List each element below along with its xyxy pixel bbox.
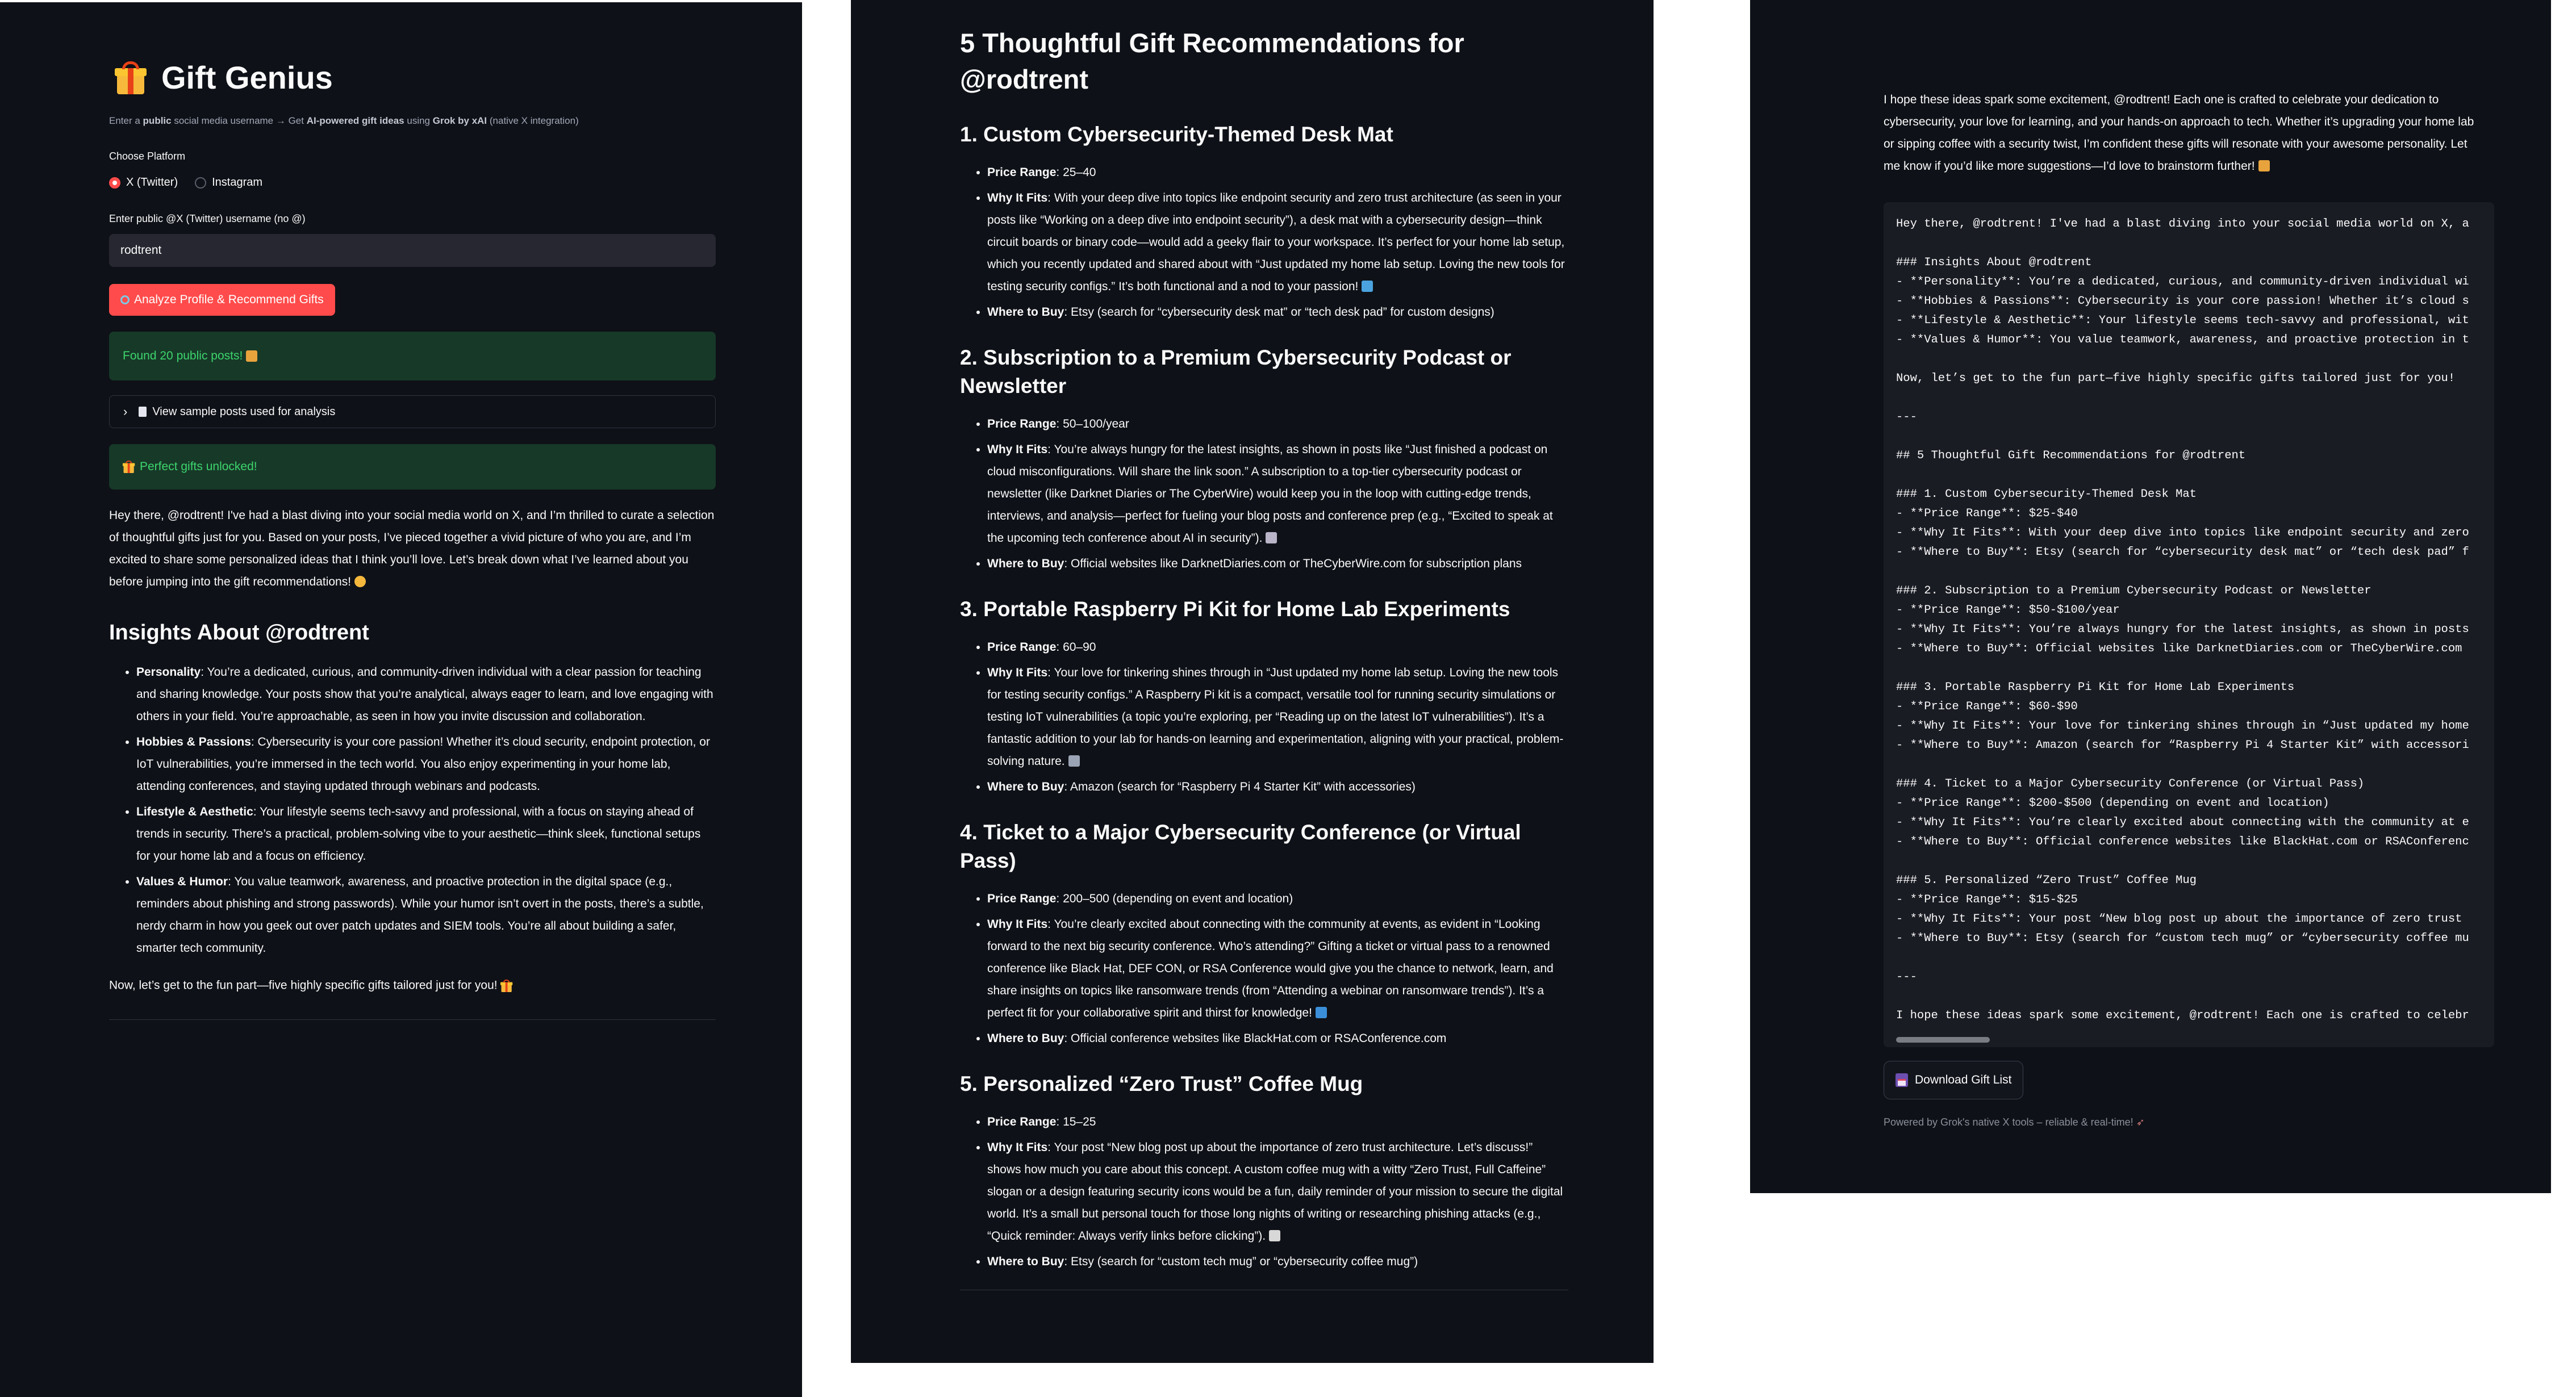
gift-recommendation <box>960 344 1568 575</box>
why-text: Your love for tinkering shines through in “Just updated my home lab setup. Loving the new tools for testing security configs.” A Raspberry Pi kit is a compact, versatile tool for running security simulations or testing IoT vulnerabilities (a topic you’re exploring, per “Reading up on the latest IoT vulnerabilities”). It’s a fantastic addition to your lab for hands-on learning and experimentation, aligning with your practical, problem-solving nature. <box>987 666 1564 768</box>
gift-icon <box>500 980 505 992</box>
price-value: 200–500 (depending on event and location) <box>1063 892 1293 905</box>
where-label: Where to Buy <box>987 306 1064 319</box>
where-label: Where to Buy <box>987 1032 1064 1045</box>
radio-x-twitter[interactable] <box>109 176 178 189</box>
subtitle-text: social media username → Get <box>171 115 307 126</box>
insights-list <box>109 661 716 959</box>
platform-radio-group <box>109 176 716 189</box>
app-title <box>115 59 716 96</box>
gift-title: 5. Personalized “Zero Trust” Coffee Mug <box>960 1072 1363 1095</box>
gift-details <box>960 1111 1568 1273</box>
why-label: Why It Fits <box>987 191 1048 204</box>
outro-text: Now, let’s get to the fun part—five highly specific gifts tailored just for you! <box>109 978 498 992</box>
price-value: 15–25 <box>1063 1115 1096 1128</box>
footer-text: Powered by Grok's native X tools – reliable & real-time! <box>1884 1116 2134 1128</box>
chevron-right-icon: › <box>123 404 128 419</box>
why-label: Why It Fits <box>987 666 1048 679</box>
computer-icon <box>1362 281 1373 292</box>
footer-caption <box>1884 1116 2469 1128</box>
gift-where: • Where to Buy: Etsy (search for “cybersecurity desk mat” or “tech desk pad” for custom designs) <box>987 301 1568 323</box>
platform-label: Choose Platform <box>109 150 186 162</box>
gift-why: • Why It Fits: Your post “New blog post up about the importance of zero trust architecture. Let’s discuss!” shows how much you care about this concept. A custom coffee mug with a witty “Zero Trust, Full Caffeine” slogan or a design featuring security icons would be a fun, daily reminder of your mission to secure the digital world. It’s a small but personal touch for those long nights of writing or researching phishing attacks (e.g., “Quick reminder: Always verify links before clicking”). <box>987 1136 1568 1247</box>
insight-label: Personality <box>136 666 201 679</box>
why-text: You’re always hungry for the latest insights, as shown in posts like “Just finished a podcast on cloud misconfigurations. Will share the link soon.” A subscription to a top-tier cybersecurity podcast or newsletter (like Darknet Diaries or The CyberWire) would keep you in the loop with cutting-edge trends, interviews, and analysis—perfect for fueling your blog posts and conference prep (e.g., “Excited to speak at the upcoming tech conference about AI in security”). <box>987 443 1553 545</box>
subtitle-text: Enter a <box>109 115 143 126</box>
coffee-icon <box>1269 1230 1280 1241</box>
gift-price: • Price Range: 60–90 <box>987 636 1568 658</box>
analyze-button[interactable] <box>109 284 335 316</box>
app-title-text: Gift Genius <box>161 60 333 95</box>
why-label: Why It Fits <box>987 918 1048 931</box>
subtitle-bold: Grok by xAI <box>432 115 487 126</box>
radio-selected-icon <box>109 177 120 189</box>
price-label: Price Range <box>987 417 1057 430</box>
closing-paragraph <box>1884 89 2474 177</box>
price-label: Price Range <box>987 1115 1057 1128</box>
app-subtitle <box>109 115 716 127</box>
where-text: Amazon (search for “Raspberry Pi 4 Starter Kit” with accessories) <box>1070 780 1416 793</box>
wrench-icon <box>1068 755 1080 767</box>
subtitle-text: using <box>404 115 433 126</box>
where-label: Where to Buy <box>987 557 1064 570</box>
why-label: Why It Fits <box>987 443 1048 456</box>
where-label: Where to Buy <box>987 780 1064 793</box>
price-label: Price Range <box>987 166 1057 179</box>
smiling-face-icon <box>354 576 366 587</box>
where-text: Etsy (search for “custom tech mug” or “cybersecurity coffee mug”) <box>1071 1255 1418 1268</box>
insight-text: : You’re a dedicated, curious, and community-driven individual with a clear passion for teaching and sharing knowledge. Your posts show that you’re analytical, always eager to learn, and love engaging with others in your field. You’re approachable, as seen in how you invite discussion and collaboration. <box>136 666 713 723</box>
scrollbar-thumb[interactable] <box>1896 1037 1990 1043</box>
why-text: You’re clearly excited about connecting with the community at events, as evident in “Looking forward to the next big security conference. Who’s attending?” Gifting a ticket or virtual pass to a renowned conference like Black Hat, DEF CON, or RSA Conference would give you the chance to network, learn, and share insights on topics like ransomware trends (from “Attending a webinar on ransomware trends”). It’s a perfect fit for your collaborative spirit and thirst for knowledge! <box>987 918 1554 1019</box>
gift-title: 2. Subscription to a Premium Cybersecurity Podcast or Newsletter <box>960 346 1512 398</box>
analyze-button-label: Analyze Profile & Recommend Gifts <box>134 293 324 306</box>
download-gift-list-button[interactable] <box>1884 1061 2023 1099</box>
gift-price: • Price Range: 200–500 (depending on event and location) <box>987 888 1568 910</box>
insight-label: Lifestyle & Aesthetic <box>136 805 253 818</box>
where-label: Where to Buy <box>987 1255 1064 1268</box>
insight-item <box>136 731 716 797</box>
gift-title: 3. Portable Raspberry Pi Kit for Home Lab Experiments <box>960 597 1510 621</box>
insight-text: : You value teamwork, awareness, and proactive protection in the digital space (e.g., reminders about phishing and strong passwords). While your humor isn’t overt in the posts, there’s a subtle, nerdy charm in how you geek out over patch updates and SIEM tools. You’re all about building a safer, smarter tech community. <box>136 875 704 955</box>
recommendations-panel <box>851 0 1654 1363</box>
where-text: Official conference websites like BlackHat.com or RSAConference.com <box>1071 1032 1447 1045</box>
price-label: Price Range <box>987 892 1057 905</box>
closing-panel <box>1750 0 2551 1193</box>
markdown-code-text: Hey there, @rodtrent! I've had a blast diving into your social media world on X, a ### Insights About @rodtrent - **Personality**: You’re a dedicated, curious, and community-driven individual wi - **Hobbies & Passions**: Cybersecurity is your core passion! Whether it’s cloud s - **Lifestyle & Aesthetic**: Your lifestyle seems tech-savvy and professional, wit - **Values & Humor**: You value teamwork, awareness, and proactive protection in t Now, let’s get to the fun part—five highly specific gifts tailored just for you! --- ## 5 Thoughtful Gift Recommendations for @rodtrent ### 1. Custom Cybersecurity-Themed Desk Mat - **Price Range**: $25-$40 - **Why It Fits**: With your deep dive into topics like endpoint security and zero - **Where to Buy**: Etsy (search for “cybersecurity desk mat” or “tech desk pad” f ### 2. Subscription to a Premium Cybersecurity Podcast or Newsletter - **Price Range**: $50-$100/year - **Why It Fits**: You’re always hungry for the latest insights, as shown in posts - **Where to Buy**: Official websites like DarknetDiaries.com or TheCyberWire.com ### 3. Portable Raspberry Pi Kit for Home Lab Experiments - **Price Range**: $60-$90 - **Why It Fits**: Your love for tinkering shines through in “Just updated my home - **Where to Buy**: Amazon (search for “Raspberry Pi 4 Starter Kit” with accessori ### 4. Ticket to a Major Cybersecurity Conference (or Virtual Pass) - **Price Range**: $200-$500 (depending on event and location) - **Why It Fits**: You’re clearly excited about connecting with the community at e - **Where to Buy**: Official conference websites like BlackHat.com or RSAConferenc ### 5. Personalized “Zero Trust” Coffee Mug - **Price Range**: $15-$25 - **Why It Fits**: Your post “New blog post up about the importance of zero trust - **Where to Buy**: Etsy (search for “custom tech mug” or “cybersecurity coffee mu --- I hope these ideas spark some excitement, @rodtrent! Each one is crafted to celebr <box>1896 218 2469 1022</box>
insight-label: Hobbies & Passions <box>136 735 251 748</box>
magnifier-icon <box>120 295 130 304</box>
gift-why: • Why It Fits: You’re clearly excited about connecting with the community at events, as evident in “Looking forward to the next big security conference. Who’s attending?” Gifting a ticket or virtual pass to a renowned conference like Black Hat, DEF CON, or RSA Conference would give you the chance to network, learn, and share insights on topics like ransomware trends (from “Attending a webinar on ransomware trends”). It’s a perfect fit for your collaborative spirit and thirst for knowledge! <box>987 913 1568 1024</box>
insight-text: : Your lifestyle seems tech-savvy and professional, with a focus on staying ahead of trends in security. There’s a practical, problem-solving vibe to your aesthetic—think sleek, functional setups for your home lab and a focus on efficiency. <box>136 805 701 863</box>
username-input[interactable]: rodtrent <box>109 234 716 267</box>
radio-unselected-icon <box>195 177 206 189</box>
subtitle-bold: public <box>143 115 172 126</box>
gift-recommendation <box>960 1070 1568 1273</box>
gift-list <box>960 120 1568 1273</box>
found-posts-text: Found 20 public posts! <box>123 349 243 362</box>
gift-icon <box>115 61 147 94</box>
gift-details <box>960 636 1568 798</box>
price-value: 25–40 <box>1063 166 1096 179</box>
intro-paragraph <box>109 504 716 593</box>
radio-label: X (Twitter) <box>126 176 178 189</box>
gift-why: • Why It Fits: With your deep dive into topics like endpoint security and zero trust architecture (as seen in your posts like “Working on a deep dive into endpoint security”), a desk mat with a cybersecurity design—think circuit boards or binary code—would add a geeky flair to your workspace. It’s perfect for your home lab setup, which you recently updated and shared about with “Just updated my home lab setup. Loving the new tools for testing security configs.” It’s both functional and a nod to your passion! <box>987 187 1568 298</box>
markdown-code-block[interactable] <box>1884 202 2494 1047</box>
floppy-disk-icon <box>1896 1073 1908 1087</box>
download-button-label: Download Gift List <box>1915 1073 2012 1086</box>
found-posts-alert <box>109 332 716 380</box>
username-label: Enter public @X (Twitter) username (no @) <box>109 213 306 224</box>
gift-price: • Price Range: 15–25 <box>987 1111 1568 1133</box>
gift-title: 4. Ticket to a Major Cybersecurity Conference (or Virtual Pass) <box>960 821 1521 872</box>
why-text: With your deep dive into topics like endpoint security and zero trust architecture (as seen in your posts like “Working on a deep dive into endpoint security”), a desk mat with a cybersecurity design—think circuit boards or binary code—would add a geeky flair to your workspace. It’s perfect for your home lab setup, which you recently updated and shared about with “Just updated my home lab setup. Loving the new tools for testing security configs.” It’s both functional and a nod to your passion! <box>987 191 1565 293</box>
insights-heading: Insights About @rodtrent <box>109 621 369 645</box>
gifts-unlocked-text: Perfect gifts unlocked! <box>140 460 257 473</box>
why-label: Why It Fits <box>987 1141 1048 1154</box>
gift-title: 1. Custom Cybersecurity-Themed Desk Mat <box>960 123 1393 146</box>
where-text: Official websites like DarknetDiaries.com or TheCyberWire.com for subscription plans <box>1071 557 1522 570</box>
gift-details <box>960 161 1568 323</box>
gift-details <box>960 413 1568 575</box>
gift-why: • Why It Fits: Your love for tinkering shines through in “Just updated my home lab setup. Loving the new tools for testing security configs.” A Raspberry Pi kit is a compact, versatile tool for running security simulations or testing IoT vulnerabilities (a topic you’re exploring, per “Reading up on the latest IoT vulnerabilities”). It’s a fantastic addition to your lab for hands-on learning and experimentation, aligning with your practical, problem-solving nature. <box>987 662 1568 772</box>
input-panel <box>0 2 802 1397</box>
radio-label: Instagram <box>212 176 263 189</box>
microphone-icon <box>1266 532 1277 543</box>
why-text: Your post “New blog post up about the importance of zero trust architecture. Let’s discuss!” shows how much you care about this concept. A custom coffee mug with a witty “Zero Trust, Full Caffeine” slogan or a design featuring security icons would be a fun, daily reminder of your mission to secure the digital world. It’s a small but personal touch for those long nights of writing or researching phishing attacks (e.g., “Quick reminder: Always verify links before clicking”). <box>987 1141 1563 1243</box>
price-value: 50–100/year <box>1063 417 1129 430</box>
gift-price: • Price Range: 50–100/year <box>987 413 1568 435</box>
gift-icon <box>123 461 127 473</box>
recommendations-heading: 5 Thoughtful Gift Recommendations for @rodtrent <box>960 28 1464 94</box>
intro-text: Hey there, @rodtrent! I've had a blast diving into your social media world on X, and I’m thrilled to curate a selection of thoughtful gifts just for you. Based on your posts, I’ve pieced together a vivid picture of who you are, and I’m excited to share some personalized ideas that I think you’ll love. Let’s break down what I’ve learned about you before jumping into the gift recommendations! <box>109 509 715 588</box>
insight-item <box>136 661 716 727</box>
gift-where: • Where to Buy: Official conference websites like BlackHat.com or RSAConference.com <box>987 1027 1568 1049</box>
insight-item <box>136 801 716 867</box>
gift-where: • Where to Buy: Official websites like DarknetDiaries.com or TheCyberWire.com for subscription plans <box>987 553 1568 575</box>
gift-details <box>960 888 1568 1049</box>
document-icon <box>139 407 147 417</box>
analysis-result <box>109 504 716 1020</box>
horizontal-scrollbar[interactable] <box>1889 1037 2489 1043</box>
party-popper-icon <box>2258 160 2270 172</box>
divider <box>109 1019 716 1020</box>
radio-instagram[interactable] <box>195 176 262 189</box>
gift-where: • Where to Buy: Etsy (search for “custom tech mug” or “cybersecurity coffee mug”) <box>987 1250 1568 1273</box>
globe-icon <box>1316 1007 1327 1018</box>
insight-item <box>136 871 716 959</box>
sample-posts-expander[interactable] <box>109 395 716 428</box>
price-value: 60–90 <box>1063 641 1096 654</box>
gift-recommendation <box>960 818 1568 1049</box>
gift-why: • Why It Fits: You’re always hungry for the latest insights, as shown in posts like “Just finished a podcast on cloud misconfigurations. Will share the link soon.” A subscription to a top-tier cybersecurity podcast or newsletter (like Darknet Diaries or The CyberWire) would keep you in the loop with cutting-edge trends, interviews, and analysis—perfect for fueling your blog posts and conference prep (e.g., “Excited to speak at the upcoming tech conference about AI in security”). <box>987 438 1568 549</box>
closing-text: I hope these ideas spark some excitement, @rodtrent! Each one is crafted to celebrate your dedication to cybersecurity, your love for learning, and your hands-on approach to tech. Whether it’s upgrading your home lab or sipping coffee with a security twist, I’m confident these gifts will resonate with your awesome personality. Let me know if you’d like more suggestions—I’d love to brainstorm further! <box>1884 93 2474 173</box>
expander-label: View sample posts used for analysis <box>152 405 336 418</box>
price-label: Price Range <box>987 641 1057 654</box>
gift-recommendation <box>960 595 1568 798</box>
gift-price: • Price Range: 25–40 <box>987 161 1568 183</box>
outro-paragraph <box>109 969 716 1002</box>
rocket-icon: ➶ <box>2136 1116 2145 1128</box>
gifts-unlocked-alert <box>109 444 716 490</box>
insight-text: : Cybersecurity is your core passion! Whether it’s cloud security, endpoint protection, or IoT vulnerabilities, you’re immersed in the tech world. You also enjoy experimenting in your home lab, attending conferences, and staying updated through webinars and podcasts. <box>136 735 710 793</box>
where-text: Etsy (search for “cybersecurity desk mat” or “tech desk pad” for custom designs) <box>1071 306 1494 319</box>
gift-recommendation <box>960 120 1568 323</box>
insight-label: Values & Humor <box>136 875 228 888</box>
party-popper-icon <box>246 350 257 362</box>
subtitle-text: (native X integration) <box>487 115 579 126</box>
subtitle-bold: AI-powered gift ideas <box>306 115 404 126</box>
gift-where: • Where to Buy: Amazon (search for “Raspberry Pi 4 Starter Kit” with accessories) <box>987 776 1568 798</box>
